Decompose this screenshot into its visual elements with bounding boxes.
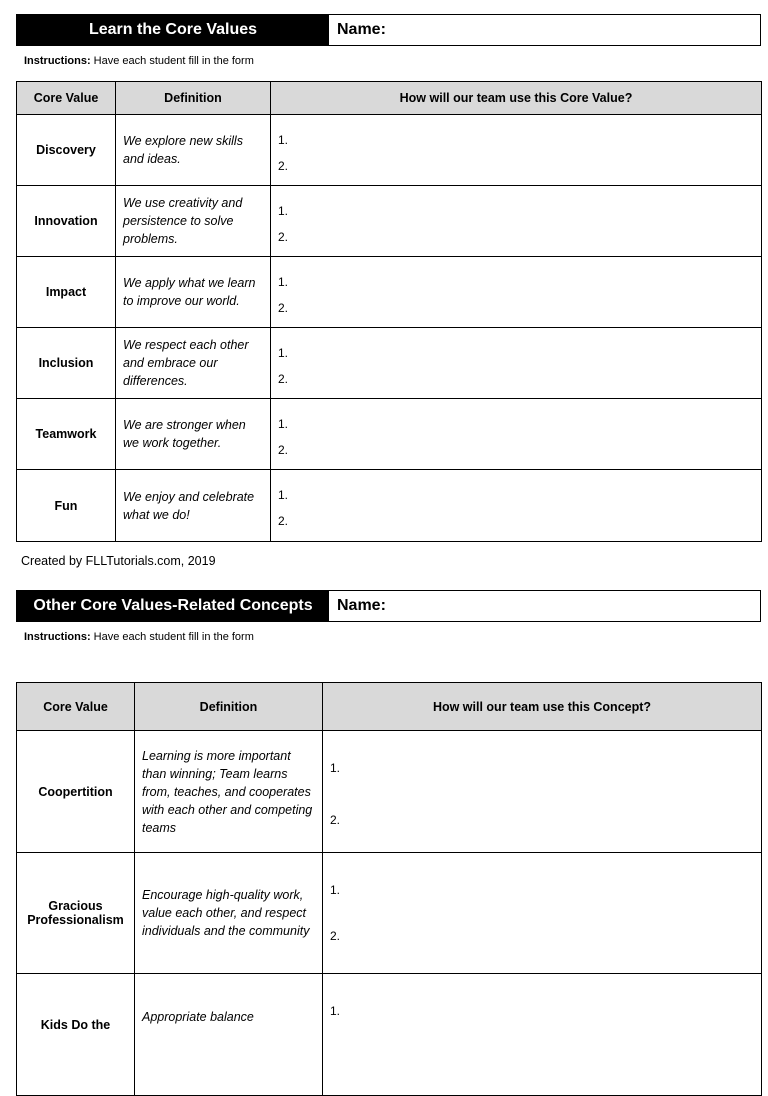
- usage-line-1[interactable]: 1.: [330, 1004, 341, 1018]
- usage-field[interactable]: [323, 974, 762, 1096]
- usage-field[interactable]: [271, 115, 762, 186]
- column-header-core-value: Core Value: [17, 683, 135, 731]
- section2-name-label: Name:: [337, 597, 386, 614]
- usage-line-1[interactable]: 1.: [330, 883, 341, 897]
- usage-line-2[interactable]: 2.: [330, 813, 341, 827]
- core-value-name: Innovation: [17, 186, 116, 257]
- table-row: [17, 328, 762, 399]
- usage-field[interactable]: [271, 328, 762, 399]
- column-header-usage: How will our team use this Core Value?: [271, 82, 762, 115]
- usage-line-1[interactable]: 1.: [278, 346, 289, 360]
- column-header-definition: Definition: [135, 683, 323, 731]
- section1-name-label: Name:: [337, 21, 386, 38]
- concept-definition: Encourage high-quality work, value each other, and respect individuals and the community: [135, 853, 323, 974]
- core-value-definition: We apply what we learn to improve our world.: [116, 257, 271, 328]
- usage-field[interactable]: [271, 257, 762, 328]
- core-values-table: [16, 81, 762, 542]
- section2-header: [16, 590, 761, 622]
- section1-instructions-text: Have each student fill in the form: [90, 55, 254, 67]
- section1-title: Learn the Core Values: [17, 15, 329, 45]
- section1-name-field[interactable]: [329, 15, 760, 45]
- core-value-name: Inclusion: [17, 328, 116, 399]
- usage-field[interactable]: [271, 399, 762, 470]
- credit-text: Created by FLLTutorials.com, 2019: [21, 554, 216, 568]
- usage-line-2[interactable]: 2.: [278, 443, 289, 457]
- usage-line-1[interactable]: 1.: [278, 275, 289, 289]
- section1-header: [16, 14, 761, 46]
- core-value-name: Fun: [17, 470, 116, 542]
- section1-instructions-label: Instructions:: [24, 55, 91, 67]
- concept-name: Coopertition: [17, 731, 135, 853]
- usage-line-2[interactable]: 2.: [278, 301, 289, 315]
- concept-name: Kids Do the: [17, 974, 135, 1096]
- usage-line-1[interactable]: 1.: [330, 761, 341, 775]
- table-row: [17, 470, 762, 542]
- table-row: [17, 399, 762, 470]
- core-value-name: Discovery: [17, 115, 116, 186]
- usage-line-1[interactable]: 1.: [278, 204, 289, 218]
- column-header-usage: How will our team use this Concept?: [323, 683, 762, 731]
- core-value-definition: We respect each other and embrace our differences.: [116, 328, 271, 399]
- core-value-definition: We are stronger when we work together.: [116, 399, 271, 470]
- core-value-name: Teamwork: [17, 399, 116, 470]
- usage-line-2[interactable]: 2.: [278, 372, 289, 386]
- concept-definition: Appropriate balance: [135, 974, 323, 1096]
- core-value-definition: We enjoy and celebrate what we do!: [116, 470, 271, 542]
- table-row: [17, 974, 762, 1096]
- usage-line-1[interactable]: 1.: [278, 488, 289, 502]
- usage-field[interactable]: [323, 731, 762, 853]
- section2-name-field[interactable]: [329, 591, 760, 621]
- table-row: [17, 186, 762, 257]
- usage-line-1[interactable]: 1.: [278, 133, 289, 147]
- usage-field[interactable]: [271, 470, 762, 542]
- core-value-definition: We explore new skills and ideas.: [116, 115, 271, 186]
- core-value-name: Impact: [17, 257, 116, 328]
- core-value-definition: We use creativity and persistence to solve problems.: [116, 186, 271, 257]
- usage-line-2[interactable]: 2.: [330, 929, 341, 943]
- column-header-definition: Definition: [116, 82, 271, 115]
- table-row: [17, 853, 762, 974]
- concept-definition: Learning is more important than winning; Team learns from, teaches, and cooperates with each other and competing teams: [135, 731, 323, 853]
- section1-instructions: [24, 55, 254, 67]
- usage-field[interactable]: [271, 186, 762, 257]
- usage-line-1[interactable]: 1.: [278, 417, 289, 431]
- section2-instructions-text: Have each student fill in the form: [90, 631, 254, 643]
- section2-instructions: [24, 631, 254, 643]
- usage-line-2[interactable]: 2.: [278, 159, 289, 173]
- usage-field[interactable]: [323, 853, 762, 974]
- usage-line-2[interactable]: 2.: [278, 514, 289, 528]
- table-row: [17, 257, 762, 328]
- table-header-row: [17, 683, 762, 731]
- table-row: [17, 115, 762, 186]
- table-header-row: [17, 82, 762, 115]
- usage-line-2[interactable]: 2.: [278, 230, 289, 244]
- section2-title: Other Core Values-Related Concepts: [17, 591, 329, 621]
- table-row: [17, 731, 762, 853]
- concepts-table: [16, 682, 762, 1096]
- section2-instructions-label: Instructions:: [24, 631, 91, 643]
- column-header-core-value: Core Value: [17, 82, 116, 115]
- concept-name: Gracious Professionalism: [17, 853, 135, 974]
